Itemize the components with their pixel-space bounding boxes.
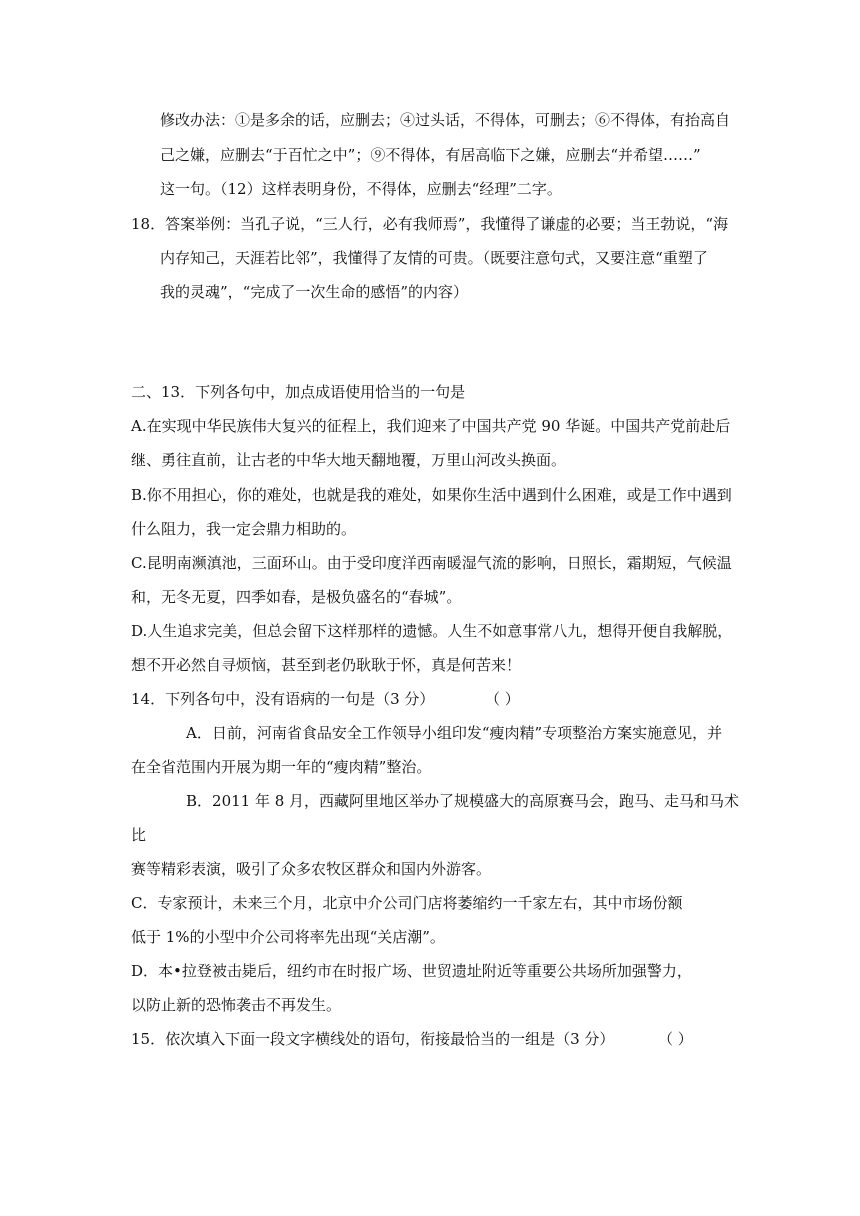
q14-option-a-line-2: 在全省范围内开展为期一年的“瘦肉精”整治。 (131, 758, 432, 776)
q14-option-c-line-1: C．专家预计，未来三个月，北京中介公司门店将萎缩约一千家左右，其中市场份额 (131, 894, 683, 912)
method-line-1: 修改办法：①是多余的话，应删去；④过头话，不得体，可删去；⑥不得体，有抬高自 (160, 111, 731, 129)
answer-18-line-2: 内存知己，天涯若比邻”，我懂得了友情的可贵。（既要注意句式，又要注意“重塑了 (160, 249, 708, 267)
question-14-answer-blank: （ ） (485, 690, 520, 708)
method-line-3: 这一句。（12）这样表明身份，不得体，应删去“经理”二字。 (160, 180, 562, 198)
q13-option-a-line-1: A.在实现中华民族伟大复兴的征程上，我们迎来了中国共产党 90 华诞。中国共产党前赴后 (131, 417, 731, 435)
q13-option-a-line-2: 继、勇往直前，让古老的中华大地天翻地覆，万里山河改头换面。 (131, 451, 567, 469)
q14-option-d-line-1: D．本•拉登被击毙后，纽约市在时报广场、世贸遗址附近等重要公共场所加强警力， (131, 962, 692, 980)
answer-18-line-1: 18．答案举例：当孔子说，“三人行，必有我师焉”，我懂得了谦虚的必要；当王勃说，“海 (131, 215, 729, 233)
answer-18-line-3: 我的灵魂”，“完成了一次生命的感悟”的内容） (160, 283, 469, 301)
q13-option-c-line-2: 和，无冬无夏，四季如春，是极负盛名的“春城”。 (131, 588, 462, 606)
q14-option-b-line-1: B．2011 年 8 月，西藏阿里地区举办了规模盛大的高原赛马会，跑马、走马和马术 (186, 792, 740, 810)
q14-option-a-line-1: A．日前，河南省食品安全工作领导小组印发“瘦肉精”专项整治方案实施意见，并 (186, 724, 723, 742)
q13-option-b-line-2: 什么阻力，我一定会鼎力相助的。 (131, 520, 357, 538)
q14-option-d-line-2: 以防止新的恐怖袭击不再发生。 (131, 996, 342, 1014)
q13-option-d-line-2: 想不开必然自寻烦恼，甚至到老仍耿耿于怀，真是何苦来！ (131, 656, 522, 674)
q14-option-b-line-3: 赛等精彩表演，吸引了众多农牧区群众和国内外游客。 (131, 860, 492, 878)
q13-option-b-line-1: B.你不用担心，你的难处，也就是我的难处，如果你生活中遇到什么困难，或是工作中遇到 (131, 486, 732, 504)
q14-option-c-line-2: 低于 1%的小型中介公司将率先出现“关店潮”。 (131, 928, 445, 946)
method-line-2: 己之嫌，应删去“于百忙之中”；⑨不得体，有居高临下之嫌，应删去“并希望……” (160, 146, 701, 164)
question-15-stem: 15．依次填入下面一段文字横线处的语句，衔接最恰当的一组是（3 分） (131, 1030, 615, 1048)
q13-option-d-line-1: D.人生追求完美，但总会留下这样那样的遗憾。人生不如意事常八九，想得开便自我解脱， (131, 622, 733, 640)
question-15-answer-blank: （ ） (658, 1030, 693, 1048)
question-13-stem: 二、13．下列各句中，加点成语使用恰当的一句是 (131, 383, 466, 401)
q13-option-c-line-1: C.昆明南濒滇池，三面环山。由于受印度洋西南暖湿气流的影响，日照长，霜期短，气候温 (131, 554, 732, 572)
question-14-stem: 14．下列各句中，没有语病的一句是（3 分） (131, 690, 435, 708)
q14-option-b-line-2: 比 (131, 826, 147, 844)
